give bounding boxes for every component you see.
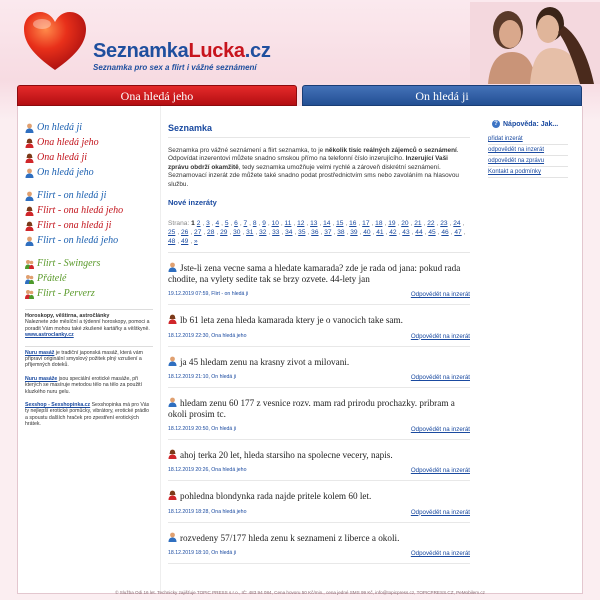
- ad-link[interactable]: Nuru masáž: [25, 349, 55, 356]
- pagination: [168, 219, 470, 253]
- listing-item: [168, 388, 470, 440]
- pager-page-link[interactable]: 32: [259, 229, 267, 237]
- ad-title: Horoskopy, věštirna, astročlánky: [25, 313, 110, 319]
- pager-page-link[interactable]: 20: [401, 220, 409, 228]
- listing-item: [168, 481, 470, 522]
- pager-page-link[interactable]: 5: [224, 220, 229, 228]
- tab-he-seeks-her[interactable]: On hledá ji: [302, 85, 582, 106]
- ad-link[interactable]: Nuru masáže: [25, 375, 58, 382]
- pager-page-link[interactable]: 45: [428, 229, 436, 237]
- pager-page-link[interactable]: 21: [414, 220, 422, 228]
- listing-date-category: 18.12.2019 21:10, On hledá ji: [168, 373, 237, 380]
- ad-text: Sexshopinka má pro Vás ty nejlepší erotické pomůcky, vibrátory, erotické prádlo a spoustu dalších hraček pro zpestření erotických hrátek.: [25, 402, 150, 428]
- pager-page-link[interactable]: 37: [324, 229, 332, 237]
- listing-meta: [168, 509, 470, 516]
- pager-page-link[interactable]: 39: [350, 229, 358, 237]
- pager-page-link[interactable]: 14: [323, 220, 331, 228]
- ad-link[interactable]: www.astroclanky.cz: [25, 332, 74, 339]
- listing-text: hledam zenu 60 177 z vesnice rozv. mam rad prirodu prochazky. pribram a okoli prosim tc.: [168, 397, 455, 420]
- help-link-contact[interactable]: Kontakt a podmínky: [488, 167, 568, 178]
- listing-item: [168, 347, 470, 388]
- page-title: Seznamka: [168, 123, 470, 138]
- pager-current-page: 1: [191, 220, 195, 228]
- female-user-icon: [168, 314, 177, 324]
- sidebar-ad-nuru-massages: [25, 376, 153, 395]
- female-user-icon: [25, 153, 34, 163]
- listing-meta: [168, 333, 470, 340]
- pager-page-link[interactable]: 27: [194, 229, 202, 237]
- female-user-icon: [25, 138, 34, 148]
- listing-text: ja 45 hledam zenu na krasny zivot a milovani.: [168, 356, 470, 368]
- pager-page-link[interactable]: 12: [297, 220, 305, 228]
- listing-date-category: 18.12.2019 18:28, Ona hledá jeho: [168, 508, 247, 515]
- listing-item: [168, 440, 470, 481]
- content-wrapper: [17, 106, 583, 594]
- site-header: [0, 0, 600, 86]
- nav-link-perverz[interactable]: Flirt - Perverz: [25, 286, 153, 301]
- pager-page-link[interactable]: 31: [246, 229, 254, 237]
- pager-page-link[interactable]: 24: [453, 220, 461, 228]
- pager-page-link[interactable]: 41: [376, 229, 384, 237]
- listing-date-category: 18.12.2019 18:10, On hledá ji: [168, 549, 237, 556]
- pager-page-link[interactable]: 15: [336, 220, 344, 228]
- nav-link-ona-hleda-jeho[interactable]: Ona hledá jeho: [25, 135, 153, 150]
- pager-page-link[interactable]: 18: [375, 220, 383, 228]
- nav-link-flirt-on-hleda-jeho[interactable]: Flirt - on hledá jeho: [25, 233, 153, 248]
- male-user-icon: [25, 123, 34, 133]
- pager-page-link[interactable]: 44: [415, 229, 423, 237]
- listing-text: lb 61 leta zena hleda kamarada ktery je o vanocich take sam.: [168, 314, 470, 326]
- reply-to-ad-link[interactable]: Odpovědět na inzerát: [410, 332, 470, 340]
- listing-item: [168, 305, 470, 346]
- pager-page-link[interactable]: 6: [234, 220, 238, 228]
- pager-page-link[interactable]: 40: [363, 229, 371, 237]
- pager-page-link[interactable]: 34: [285, 229, 293, 237]
- nav-group-other: [25, 256, 153, 301]
- couple-icon: [25, 289, 34, 299]
- nav-group-seeking: [25, 120, 153, 180]
- listing-meta: [168, 426, 470, 433]
- nav-link-flirt-ona-hleda-ji[interactable]: Flirt - ona hledá ji: [25, 218, 153, 233]
- pager-page-link[interactable]: 8: [252, 220, 257, 228]
- male-user-icon: [168, 532, 177, 542]
- help-link-reply-message[interactable]: odpovědět na zprávu: [488, 156, 568, 167]
- pager-page-link[interactable]: 28: [207, 229, 215, 237]
- female-user-icon: [168, 490, 177, 500]
- listing-item: [168, 253, 470, 305]
- pager-page-link[interactable]: 42: [389, 229, 397, 237]
- listing-date-category: 19.12.2019 07:59, Flirt - on hledá ji: [168, 291, 249, 298]
- pager-page-link[interactable]: 35: [298, 229, 306, 237]
- listing-date-category: 18.12.2019 22:30, Ona hledá jeho: [168, 332, 247, 339]
- sidebar-ad-nuru-massage: [25, 346, 153, 369]
- tab-she-seeks-him[interactable]: Ona hledá jeho: [17, 85, 297, 106]
- reply-to-ad-link[interactable]: Odpovědět na inzerát: [410, 291, 470, 299]
- help-link-add-ad[interactable]: přidat inzerát: [488, 134, 568, 145]
- help-title: ? Nápověda: Jak...: [482, 120, 582, 128]
- couple-icon: [25, 259, 34, 269]
- nav-link-ona-hleda-ji[interactable]: Ona hledá ji: [25, 150, 153, 165]
- heart-logo-icon[interactable]: [22, 10, 88, 72]
- sidebar-ad-sexshop: [25, 402, 153, 428]
- nav-link-flirt-ona-hleda-jeho[interactable]: Flirt - ona hledá jeho: [25, 203, 153, 218]
- female-user-icon: [25, 221, 34, 231]
- pager-page-link[interactable]: 9: [262, 220, 266, 228]
- ad-text: Naleznete zde měsíční a týdenní horoskopy, pomoci a poradit Vám mohou také zkušené kartářky a věštkyně.: [25, 319, 150, 332]
- left-sidebar: [18, 106, 161, 594]
- male-user-icon: [168, 262, 177, 272]
- friends-icon: [25, 274, 34, 284]
- nav-link-on-hleda-jeho[interactable]: On hledá jeho: [25, 165, 153, 180]
- pager-page-link[interactable]: 25: [168, 229, 176, 237]
- pager-page-link[interactable]: 10: [271, 220, 279, 228]
- nav-link-on-hleda-ji[interactable]: On hledá ji: [25, 120, 153, 135]
- pager-page-link[interactable]: 13: [310, 220, 318, 228]
- pager-page-link[interactable]: 7: [243, 220, 248, 228]
- nav-link-swingers[interactable]: Flirt - Swingers: [25, 256, 153, 271]
- pager-page-link[interactable]: 47: [454, 229, 462, 237]
- pager-page-link[interactable]: 3: [206, 220, 210, 228]
- nav-group-flirt: [25, 188, 153, 248]
- couple-photo: [470, 2, 600, 84]
- sidebar-ad-horoscopes: [25, 309, 153, 339]
- pager-page-link[interactable]: 2: [196, 220, 201, 228]
- male-user-icon: [25, 191, 34, 201]
- main-content: [168, 106, 470, 594]
- pager-page-link[interactable]: 33: [272, 229, 280, 237]
- site-logo-text[interactable]: SeznamkaLucka.cz: [93, 40, 271, 62]
- listing-text: pohledna blondynka rada najde pritele kolem 60 let.: [168, 490, 470, 502]
- listing-text: ahoj terka 20 let, hleda starsiho na spolecne vecery, napis.: [168, 449, 470, 461]
- nav-link-flirt-on-hleda-ji[interactable]: Flirt - on hledá ji: [25, 188, 153, 203]
- footer: © Služba Odi 16 let. Technicky zajišťuje TOPIC PRESS s.r.o., IČ: 483 94 084, Cena hovoru 50 Kč/min., cena jedné SMS 99 Kč, info@topicpress.cz, TOPICPRESS.CZ, PeMobilem.cz: [115, 590, 485, 595]
- listing-meta: [168, 374, 470, 381]
- reply-to-ad-link[interactable]: Odpovědět na inzerát: [410, 426, 470, 434]
- female-user-icon: [25, 206, 34, 216]
- ad-text: jsou speciální erotické masáže, při kterých se masíruje metodou tělo na tělo za použití kluzkého nuru gelu.: [25, 375, 143, 395]
- listing-meta: [168, 467, 470, 474]
- help-icon: ?: [492, 120, 500, 128]
- pager-page-link[interactable]: 29: [220, 229, 228, 237]
- reply-to-ad-link[interactable]: Odpovědět na inzerát: [410, 508, 470, 516]
- listing-meta: [168, 550, 470, 557]
- pager-page-link[interactable]: 16: [349, 220, 357, 228]
- pager-page-link[interactable]: 4: [215, 220, 220, 228]
- pager-page-link[interactable]: 26: [181, 229, 189, 237]
- listing-date-category: 18.12.2019 20:50, On hledá ji: [168, 426, 237, 433]
- male-user-icon: [168, 356, 177, 366]
- pager-pages: 2 , 3 , 4 , 5 , 6 , 7 , 8 , 9 , 10 , 11 , 12 , 13 , 14 , 15 , 16 , 17 , 18 , 19 , 20 , 21 , 22 , 23 , 24 , 25 , 26 , 27 , 28 , 29 , 30 , 31 , 32 , 33 , 34 , 35 , 36 , 37 , 38 , 39 , 40 , 41 , 42 , 43 , 44 , 45 , 46 , 47 , 48 , 49 ,: [168, 220, 466, 246]
- help-link-reply-ad[interactable]: odpovědět na inzerát: [488, 145, 568, 156]
- male-user-icon: [25, 168, 34, 178]
- intro-text: Seznamka pro vážné seznámení a flirt seznamka, to je několik tisíc reálných zájemců o seznámení. Odpovídat inzerentovi můžete snadno smskou přímo na telefonní číslo inzerujícího. Inzerující Vaši zprávu obdrží okamžitě, tedy seznamka umožňuje velmi rychlé a zároveň diskrétní seznámení. Seznamovací inzerát zde můžete také snadno podat prostřednictvím sms nebo zavoláním na hlasovou službu.: [168, 147, 459, 188]
- ad-text: je tradiční japonská masáž, která vám připraví originální smyslový požitek plný vzrušení a příjemných doteků.: [25, 349, 143, 369]
- pager-page-link[interactable]: 11: [284, 220, 292, 228]
- pager-page-link[interactable]: 17: [362, 220, 370, 228]
- pager-page-link[interactable]: 22: [427, 220, 435, 228]
- reply-to-ad-link[interactable]: Odpovědět na inzerát: [410, 549, 470, 557]
- listing-date-category: 18.12.2019 20:26, Ona hledá jeho: [168, 467, 247, 474]
- pager-page-link[interactable]: 23: [440, 220, 448, 228]
- female-user-icon: [168, 449, 177, 459]
- pager-page-link[interactable]: 49: [181, 238, 189, 246]
- pager-next-link[interactable]: »: [194, 238, 198, 246]
- pager-page-link[interactable]: 36: [311, 229, 319, 237]
- listing-meta: [168, 291, 470, 298]
- site-tagline: Seznamka pro sex a flirt i vážné seznámení: [93, 63, 257, 72]
- right-sidebar: [482, 106, 582, 594]
- ad-link[interactable]: Sexshop - Sexshopinka.cz: [25, 402, 91, 409]
- listing-text: Jste-li zena vecne sama a hledate kamarada? zde je rada od jana: pokud rada chodite, na vylety sedite tak se brzy ozvete. 44-lety jan: [168, 263, 461, 285]
- male-user-icon: [168, 397, 177, 407]
- pager-page-link[interactable]: 43: [402, 229, 410, 237]
- pager-page-link[interactable]: 19: [388, 220, 396, 228]
- pager-page-link[interactable]: 48: [168, 238, 176, 246]
- nav-link-pratele[interactable]: Přátelé: [25, 271, 153, 286]
- listing-item: [168, 523, 470, 564]
- pager-page-link[interactable]: 46: [441, 229, 449, 237]
- male-user-icon: [25, 236, 34, 246]
- reply-to-ad-link[interactable]: Odpovědět na inzerát: [410, 467, 470, 475]
- listings-list: [168, 253, 470, 564]
- pager-label: Strana:: [168, 220, 190, 228]
- pager-page-link[interactable]: 38: [337, 229, 345, 237]
- listing-text: rozvedeny 57/177 hleda zenu k seznameni z liberce a okoli.: [168, 532, 470, 544]
- new-ads-link[interactable]: Nové inzeráty: [168, 198, 217, 208]
- pager-page-link[interactable]: 30: [233, 229, 241, 237]
- reply-to-ad-link[interactable]: Odpovědět na inzerát: [410, 373, 470, 381]
